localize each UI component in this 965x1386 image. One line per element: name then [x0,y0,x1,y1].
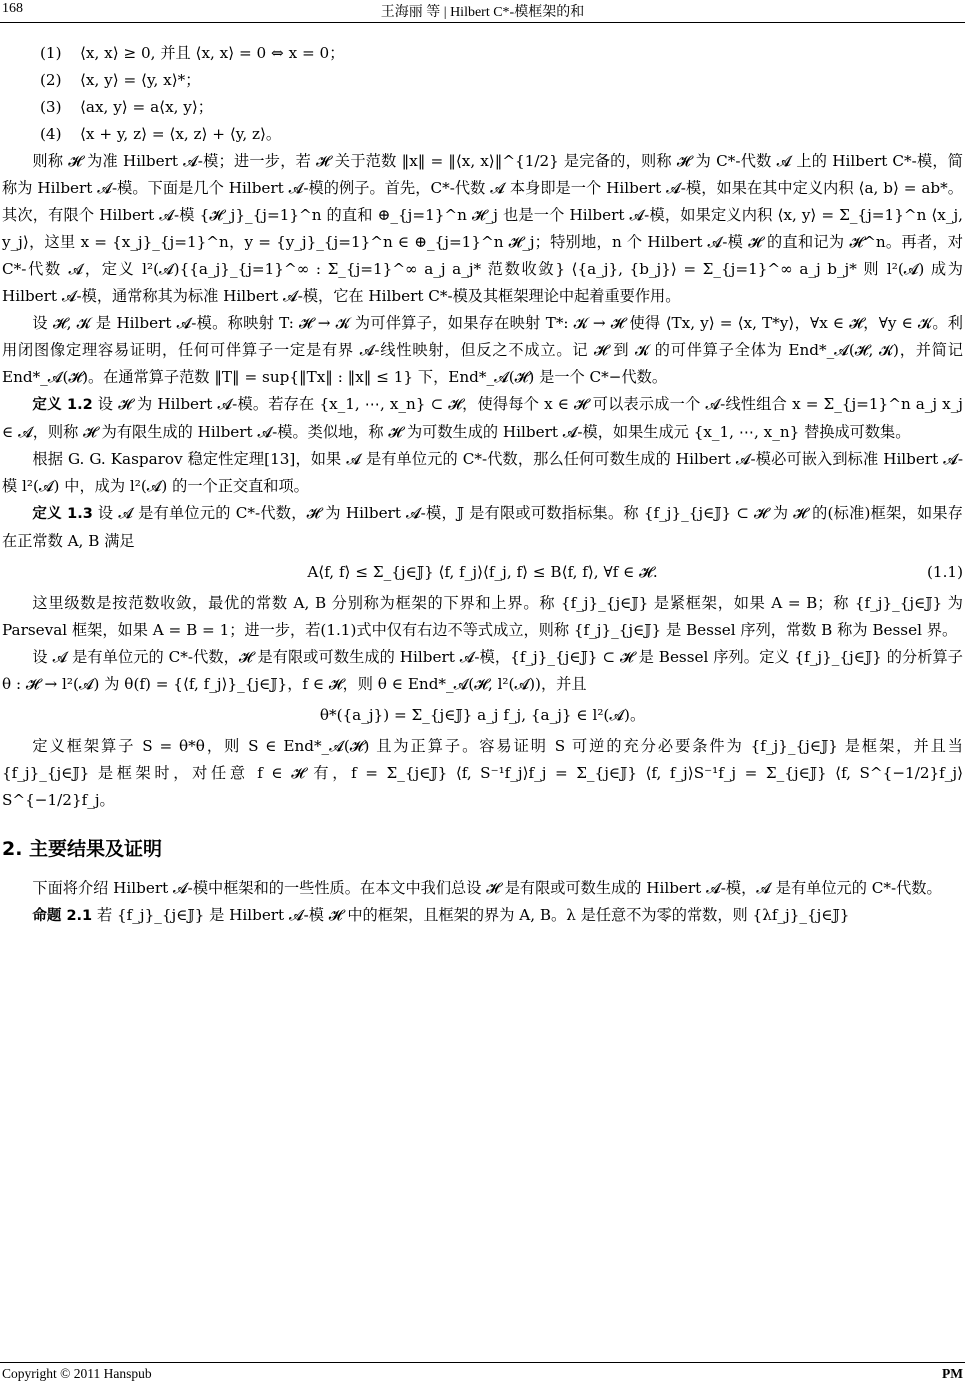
axiom-list [2,40,963,148]
axiom-label: (1) [40,44,62,62]
paragraph-kasparov: 根据 G. G. Kasparov 稳定性定理[13]，如果 𝓐 是有单位元的 C*-代数，那么任何可数生成的 Hilbert 𝓐-模必可嵌入到标准 Hilbert 𝓐-模 l²(𝓐) 中，成为 l²(𝓐) 的一个正交直和项。 [2,450,963,495]
axiom-text: ⟨x, x⟩ ≥ 0, 并且 ⟨x, x⟩ = 0 ⇔ x = 0； [80,44,345,62]
axiom-label: (4) [40,125,62,143]
axiom-item [2,94,963,121]
running-header [0,0,965,23]
definition-text: 设 𝓐 是有单位元的 C*-代数，𝓗 为 Hilbert 𝓐-模，𝕁 是有限或可数指标集。称 {f_j}_{j∈𝕁} ⊂ 𝓗 为 𝓗 的(标准)框架，如果存在正常数 A, B 满足 [2,504,963,550]
equation-theta-adjoint: θ*({a_j}) = Σ_{j∈𝕁} a_j f_j, {a_j} ∈ l²(𝓐)。 [319,706,646,724]
paragraph-section-intro: 下面将介绍 Hilbert 𝓐-模中框架和的一些性质。在本文中我们总设 𝓗 是有限或可数生成的 Hilbert 𝓐-模，𝓐 是有单位元的 C*-代数。 [32,879,942,897]
axiom-label: (2) [40,71,62,89]
page-number: 168 [2,1,23,16]
definition-label: 定义 1.2 [32,397,93,413]
axiom-item [2,40,963,67]
running-title: 王海丽 等 | Hilbert C*-模框架的和 [380,5,585,20]
paragraph-analysis-operator: 设 𝓐 是有单位元的 C*-代数，𝓗 是有限或可数生成的 Hilbert 𝓐-模，{f_j}_{j∈𝕁} ⊂ 𝓗 是 Bessel 序列。定义 {f_j}_{j∈𝕁} 的分析算子 θ : 𝓗 → l²(𝓐) 为 θ(f) = {⟨f, f_j⟩}_{j∈𝕁}，f ∈ 𝓗，则 θ ∈ End*_𝓐(𝓗, l²(𝓐))，并且 [2,648,963,693]
definition-text: 设 𝓗 为 Hilbert 𝓐-模。若存在 {x_1, ⋯, x_n} ⊂ 𝓗，使得每个 x ∈ 𝓗 可以表示成一个 𝓐-线性组合 x = Σ_{j=1}^n a_j x_j ∈ 𝓐，则称 𝓗 为有限生成的 Hilbert 𝓐-模。类似地，称 𝓗 为可数生成的 Hilbert 𝓐-模，如果生成元 {x_1, ⋯, x_n} 替换成可数集。 [2,395,964,441]
paragraph-frame-operator: 定义框架算子 S = θ*θ，则 S ∈ End*_𝓐(𝓗) 且为正算子。容易证明 S 可逆的充分必要条件为 {f_j}_{j∈𝕁} 是框架，并且当 {f_j}_{j∈𝕁} 是框架时，对任意 f ∈ 𝓗 有，f = Σ_{j∈𝕁} ⟨f, S⁻¹f_j⟩f_j = Σ_{j∈𝕁} ⟨f, f_j⟩S⁻¹f_j = Σ_{j∈𝕁} ⟨f, S^{−1/2}f_j⟩S^{−1/2}f_j。 [2,737,963,809]
definition-1-2 [2,391,963,446]
axiom-item [2,121,963,148]
paper-body [2,40,963,930]
page-footer [0,1362,965,1385]
paragraph-adjointable-operators: 设 𝓗, 𝓚 是 Hilbert 𝓐-模。称映射 T: 𝓗 → 𝓚 为可伴算子，如果存在映射 T*: 𝓚 → 𝓗 使得 ⟨Tx, y⟩ = ⟨x, T*y⟩，∀x ∈ 𝓗，∀y ∈ 𝓚。利用闭图像定理容易证明，任何可伴算子一定是有界 𝓐-线性映射，但反之不成立。记 𝓗 到 𝓚 的可伴算子全体为 End*_𝓐(𝓗, 𝓚)，并简记 End*_𝓐(𝓗)。在通常算子范数 ‖T‖ = sup{‖Tx‖ : ‖x‖ ≤ 1} 下，End*_𝓐(𝓗) 是一个 C*−代数。 [2,314,963,386]
journal-abbrev: PM [942,1366,963,1381]
equation-body: A⟨f, f⟩ ≤ Σ_{j∈𝕁} ⟨f, f_j⟩⟨f_j, f⟩ ≤ B⟨f, f⟩, ∀f ∈ 𝓗. [307,563,658,581]
axiom-text: ⟨x + y, z⟩ = ⟨x, z⟩ + ⟨y, z⟩。 [80,125,282,143]
section-heading: 2. 主要结果及证明 [2,838,163,860]
definition-1-3 [2,500,963,555]
proposition-label: 命题 2.1 [32,908,93,924]
definition-label: 定义 1.3 [32,506,93,522]
axiom-item [2,67,963,94]
paragraph-module-definition: 则称 𝓗 为准 Hilbert 𝓐-模；进一步，若 𝓗 关于范数 ‖x‖ = ‖⟨x, x⟩‖^{1/2} 是完备的，则称 𝓗 为 C*-代数 𝓐 上的 Hilbert C*-模，简称为 Hilbert 𝓐-模。下面是几个 Hilbert 𝓐-模的例子。首先，C*-代数 𝓐 本身即是一个 Hilbert 𝓐-模，如果在其中定义内积 ⟨a, b⟩ = ab*。其次，有限个 Hilbert 𝓐-模 {𝓗_j}_{j=1}^n 的直和 ⊕_{j=1}^n 𝓗_j 也是一个 Hilbert 𝓐-模，如果定义内积 ⟨x, y⟩ = Σ_{j=1}^n ⟨x_j, y_j⟩，这里 x = {x_j}_{j=1}^n，y = {y_j}_{j=1}^n ∈ ⊕_{j=1}^n 𝓗_j；特别地，n 个 Hilbert 𝓐-模 𝓗 的直和记为 𝓗^n。再者，对 C*-代数 𝓐，定义 l²(𝓐){{a_j}_{j=1}^∞ : Σ_{j=1}^∞ a_j a_j* 范数收敛} ⟨{a_j}, {b_j}⟩ = Σ_{j=1}^∞ a_j b_j* 则 l²(𝓐) 成为 Hilbert 𝓐-模，通常称其为标准 Hilbert 𝓐-模，它在 Hilbert C*-模及其框架理论中起着重要作用。 [2,152,963,305]
copyright-text: Copyright © 2011 Hanspub [2,1366,152,1381]
axiom-label: (3) [40,98,62,116]
proposition-text: 若 {f_j}_{j∈𝕁} 是 Hilbert 𝓐-模 𝓗 中的框架，且框架的界为 A, B。λ 是任意不为零的常数，则 {λf_j}_{j∈𝕁} [96,906,850,924]
equation-1-1 [2,559,963,586]
axiom-text: ⟨x, y⟩ = ⟨y, x⟩*； [80,71,201,89]
proposition-2-1 [2,902,963,930]
paragraph-frame-bounds: 这里级数是按范数收敛，最优的常数 A, B 分别称为框架的下界和上界。称 {f_j}_{j∈𝕁} 是紧框架，如果 A = B；称 {f_j}_{j∈𝕁} 为 Parseval 框架，如果 A = B = 1；进一步，若(1.1)式中仅有右边不等式成立，则称 {f_j}_{j∈𝕁} 是 Bessel 序列，常数 B 称为 Bessel 界。 [2,594,963,639]
axiom-text: ⟨ax, y⟩ = a⟨x, y⟩； [80,98,213,116]
equation-number: (1.1) [926,563,963,581]
